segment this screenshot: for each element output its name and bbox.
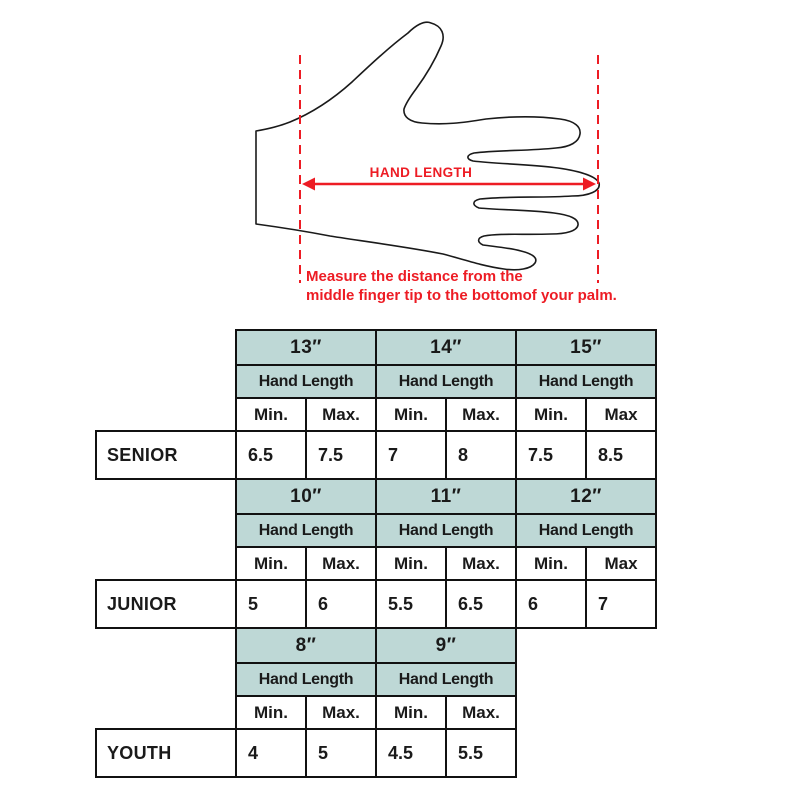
max-value: 8.5 <box>587 432 655 478</box>
size-header: 15″ <box>517 331 655 364</box>
junior-row-label: JUNIOR <box>95 579 237 629</box>
youth-section <box>95 627 517 778</box>
min-header: Min. <box>237 697 305 728</box>
size-header: 14″ <box>377 331 515 364</box>
hand-length-header: Hand Length <box>237 515 375 546</box>
min-value: 6 <box>517 581 585 627</box>
senior-grid <box>235 329 657 480</box>
max-header: Max <box>587 399 655 430</box>
senior-section <box>95 329 657 480</box>
youth-row-label: YOUTH <box>95 728 237 778</box>
max-value: 7 <box>587 581 655 627</box>
hand-length-header: Hand Length <box>377 366 515 397</box>
min-header: Min. <box>377 548 445 579</box>
min-value: 7.5 <box>517 432 585 478</box>
max-value: 6.5 <box>447 581 515 627</box>
min-value: 6.5 <box>237 432 305 478</box>
max-header: Max. <box>307 548 375 579</box>
hand-length-figure-label: HAND LENGTH <box>369 165 473 180</box>
size-header: 9″ <box>377 629 515 662</box>
senior-row-label: SENIOR <box>95 430 237 480</box>
max-value: 8 <box>447 432 515 478</box>
min-value: 4 <box>237 730 305 776</box>
max-header: Max. <box>447 548 515 579</box>
hand-length-header: Hand Length <box>237 366 375 397</box>
min-header: Min. <box>517 399 585 430</box>
hand-length-header: Hand Length <box>377 664 515 695</box>
max-header: Max <box>587 548 655 579</box>
max-value: 7.5 <box>307 432 375 478</box>
min-header: Min. <box>517 548 585 579</box>
caption-line-2: middle finger tip to the bottomof your palm. <box>306 286 617 304</box>
measurement-caption <box>306 268 617 305</box>
size-header: 10″ <box>237 480 375 513</box>
hand-length-header: Hand Length <box>517 366 655 397</box>
hand-length-header: Hand Length <box>377 515 515 546</box>
max-header: Max. <box>447 399 515 430</box>
min-value: 4.5 <box>377 730 445 776</box>
min-header: Min. <box>237 548 305 579</box>
min-value: 7 <box>377 432 445 478</box>
min-value: 5.5 <box>377 581 445 627</box>
caption-line-1: Measure the distance from the <box>306 268 523 285</box>
max-value: 5 <box>307 730 375 776</box>
hand-length-header: Hand Length <box>237 664 375 695</box>
max-value: 5.5 <box>447 730 515 776</box>
max-value: 6 <box>307 581 375 627</box>
max-header: Max. <box>307 399 375 430</box>
min-header: Min. <box>377 697 445 728</box>
min-header: Min. <box>377 399 445 430</box>
max-header: Max. <box>307 697 375 728</box>
size-header: 12″ <box>517 480 655 513</box>
junior-section <box>95 478 657 629</box>
size-header: 8″ <box>237 629 375 662</box>
size-header: 11″ <box>377 480 515 513</box>
hand-length-header: Hand Length <box>517 515 655 546</box>
junior-grid <box>235 478 657 629</box>
min-header: Min. <box>237 399 305 430</box>
hand-outline-illustration <box>256 22 599 270</box>
youth-grid <box>235 627 517 778</box>
glove-sizing-table <box>95 329 657 778</box>
min-value: 5 <box>237 581 305 627</box>
size-header: 13″ <box>237 331 375 364</box>
max-header: Max. <box>447 697 515 728</box>
